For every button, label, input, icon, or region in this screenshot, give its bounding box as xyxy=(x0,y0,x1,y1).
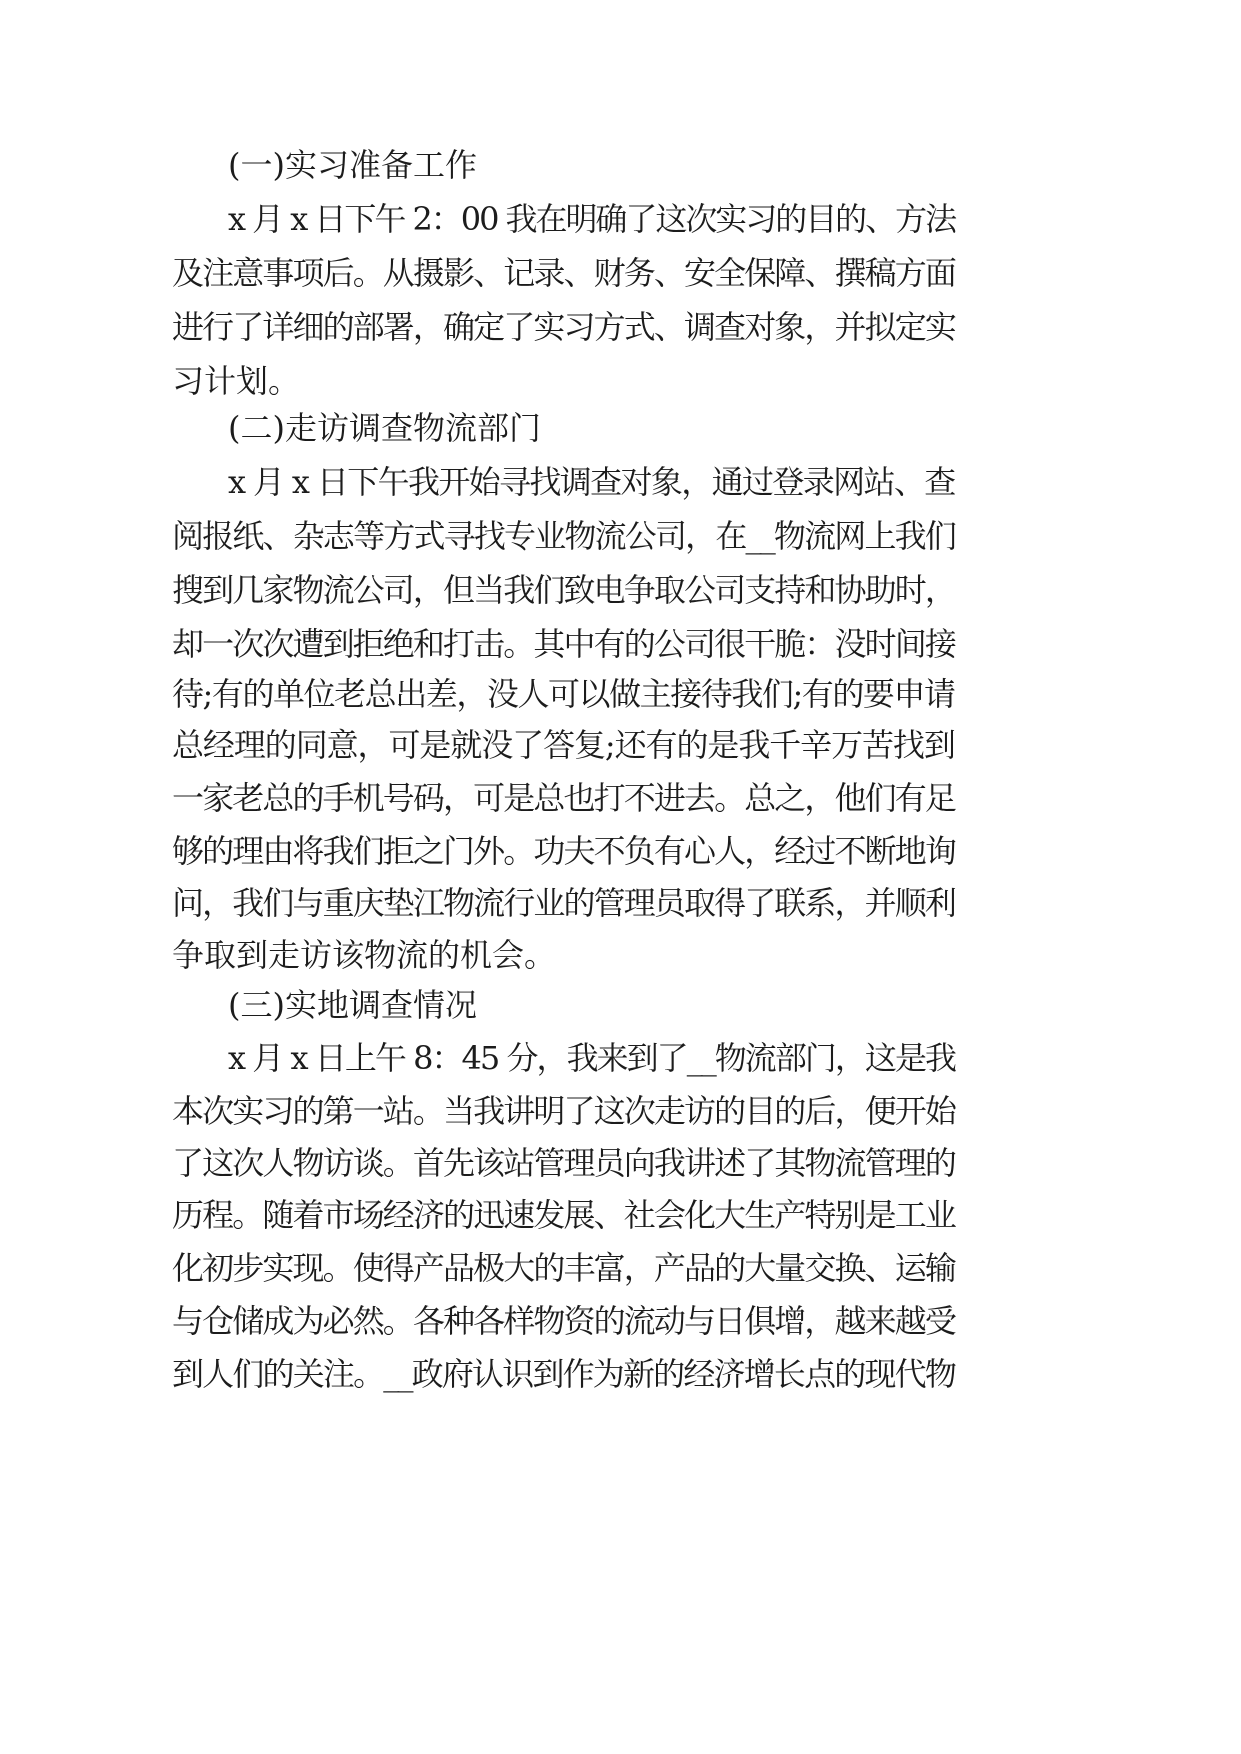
paragraph-2-line: 阅报纸、杂志等方式寻找专业物流公司，在__物流网上我们 xyxy=(172,517,956,555)
paragraph-2-line: 问，我们与重庆垫江物流行业的管理员取得了联系，并顺利 xyxy=(172,884,956,922)
paragraph-3-line: 化初步实现。使得产品极大的丰富，产品的大量交换、运输 xyxy=(172,1249,956,1287)
heading-1-internship-preparation: (一)实习准备工作 xyxy=(228,146,477,184)
paragraph-1-line: x 月 x 日下午 2：00 我在明确了这次实习的目的、方法 xyxy=(228,200,956,238)
paragraph-2-line: 却一次次遭到拒绝和打击。其中有的公司很干脆：没时间接 xyxy=(172,625,956,663)
paragraph-3-line: 本次实习的第一站。当我讲明了这次走访的目的后，便开始 xyxy=(172,1092,956,1130)
paragraph-3-line: 到人们的关注。__政府认识到作为新的经济增长点的现代物 xyxy=(172,1355,956,1393)
paragraph-2-line: 总经理的同意，可是就没了答复;还有的是我千辛万苦找到 xyxy=(172,726,955,764)
paragraph-3-line: 了这次人物访谈。首先该站管理员向我讲述了其物流管理的 xyxy=(172,1144,956,1182)
paragraph-1-line: 习计划。 xyxy=(172,362,301,400)
paragraph-2-line: 一家老总的手机号码，可是总也打不进去。总之，他们有足 xyxy=(172,779,956,817)
paragraph-1-line: 及注意事项后。从摄影、记录、财务、安全保障、撰稿方面 xyxy=(172,254,956,292)
paragraph-2-line: 够的理由将我们拒之门外。功夫不负有心人，经过不断地询 xyxy=(172,832,956,870)
heading-3-field-investigation: (三)实地调查情况 xyxy=(228,986,477,1024)
paragraph-2-line: x 月 x 日下午我开始寻找调查对象，通过登录网站、查 xyxy=(228,463,955,501)
paragraph-1-line: 进行了详细的部署，确定了实习方式、调查对象，并拟定实 xyxy=(172,308,956,346)
paragraph-2-line: 待;有的单位老总出差，没人可以做主接待我们;有的要申请 xyxy=(172,675,955,713)
heading-2-visit-logistics: (二)走访调查物流部门 xyxy=(228,409,541,447)
paragraph-3-line: x 月 x 日上午 8：45 分，我来到了__物流部门，这是我 xyxy=(228,1039,956,1077)
paragraph-2-line: 争取到走访该物流的机会。 xyxy=(172,936,557,974)
paragraph-3-line: 历程。随着市场经济的迅速发展、社会化大生产特别是工业 xyxy=(172,1196,956,1234)
paragraph-2-line: 搜到几家物流公司，但当我们致电争取公司支持和协助时， xyxy=(172,571,956,609)
paragraph-3-line: 与仓储成为必然。各种各样物资的流动与日俱增，越来越受 xyxy=(172,1302,956,1340)
